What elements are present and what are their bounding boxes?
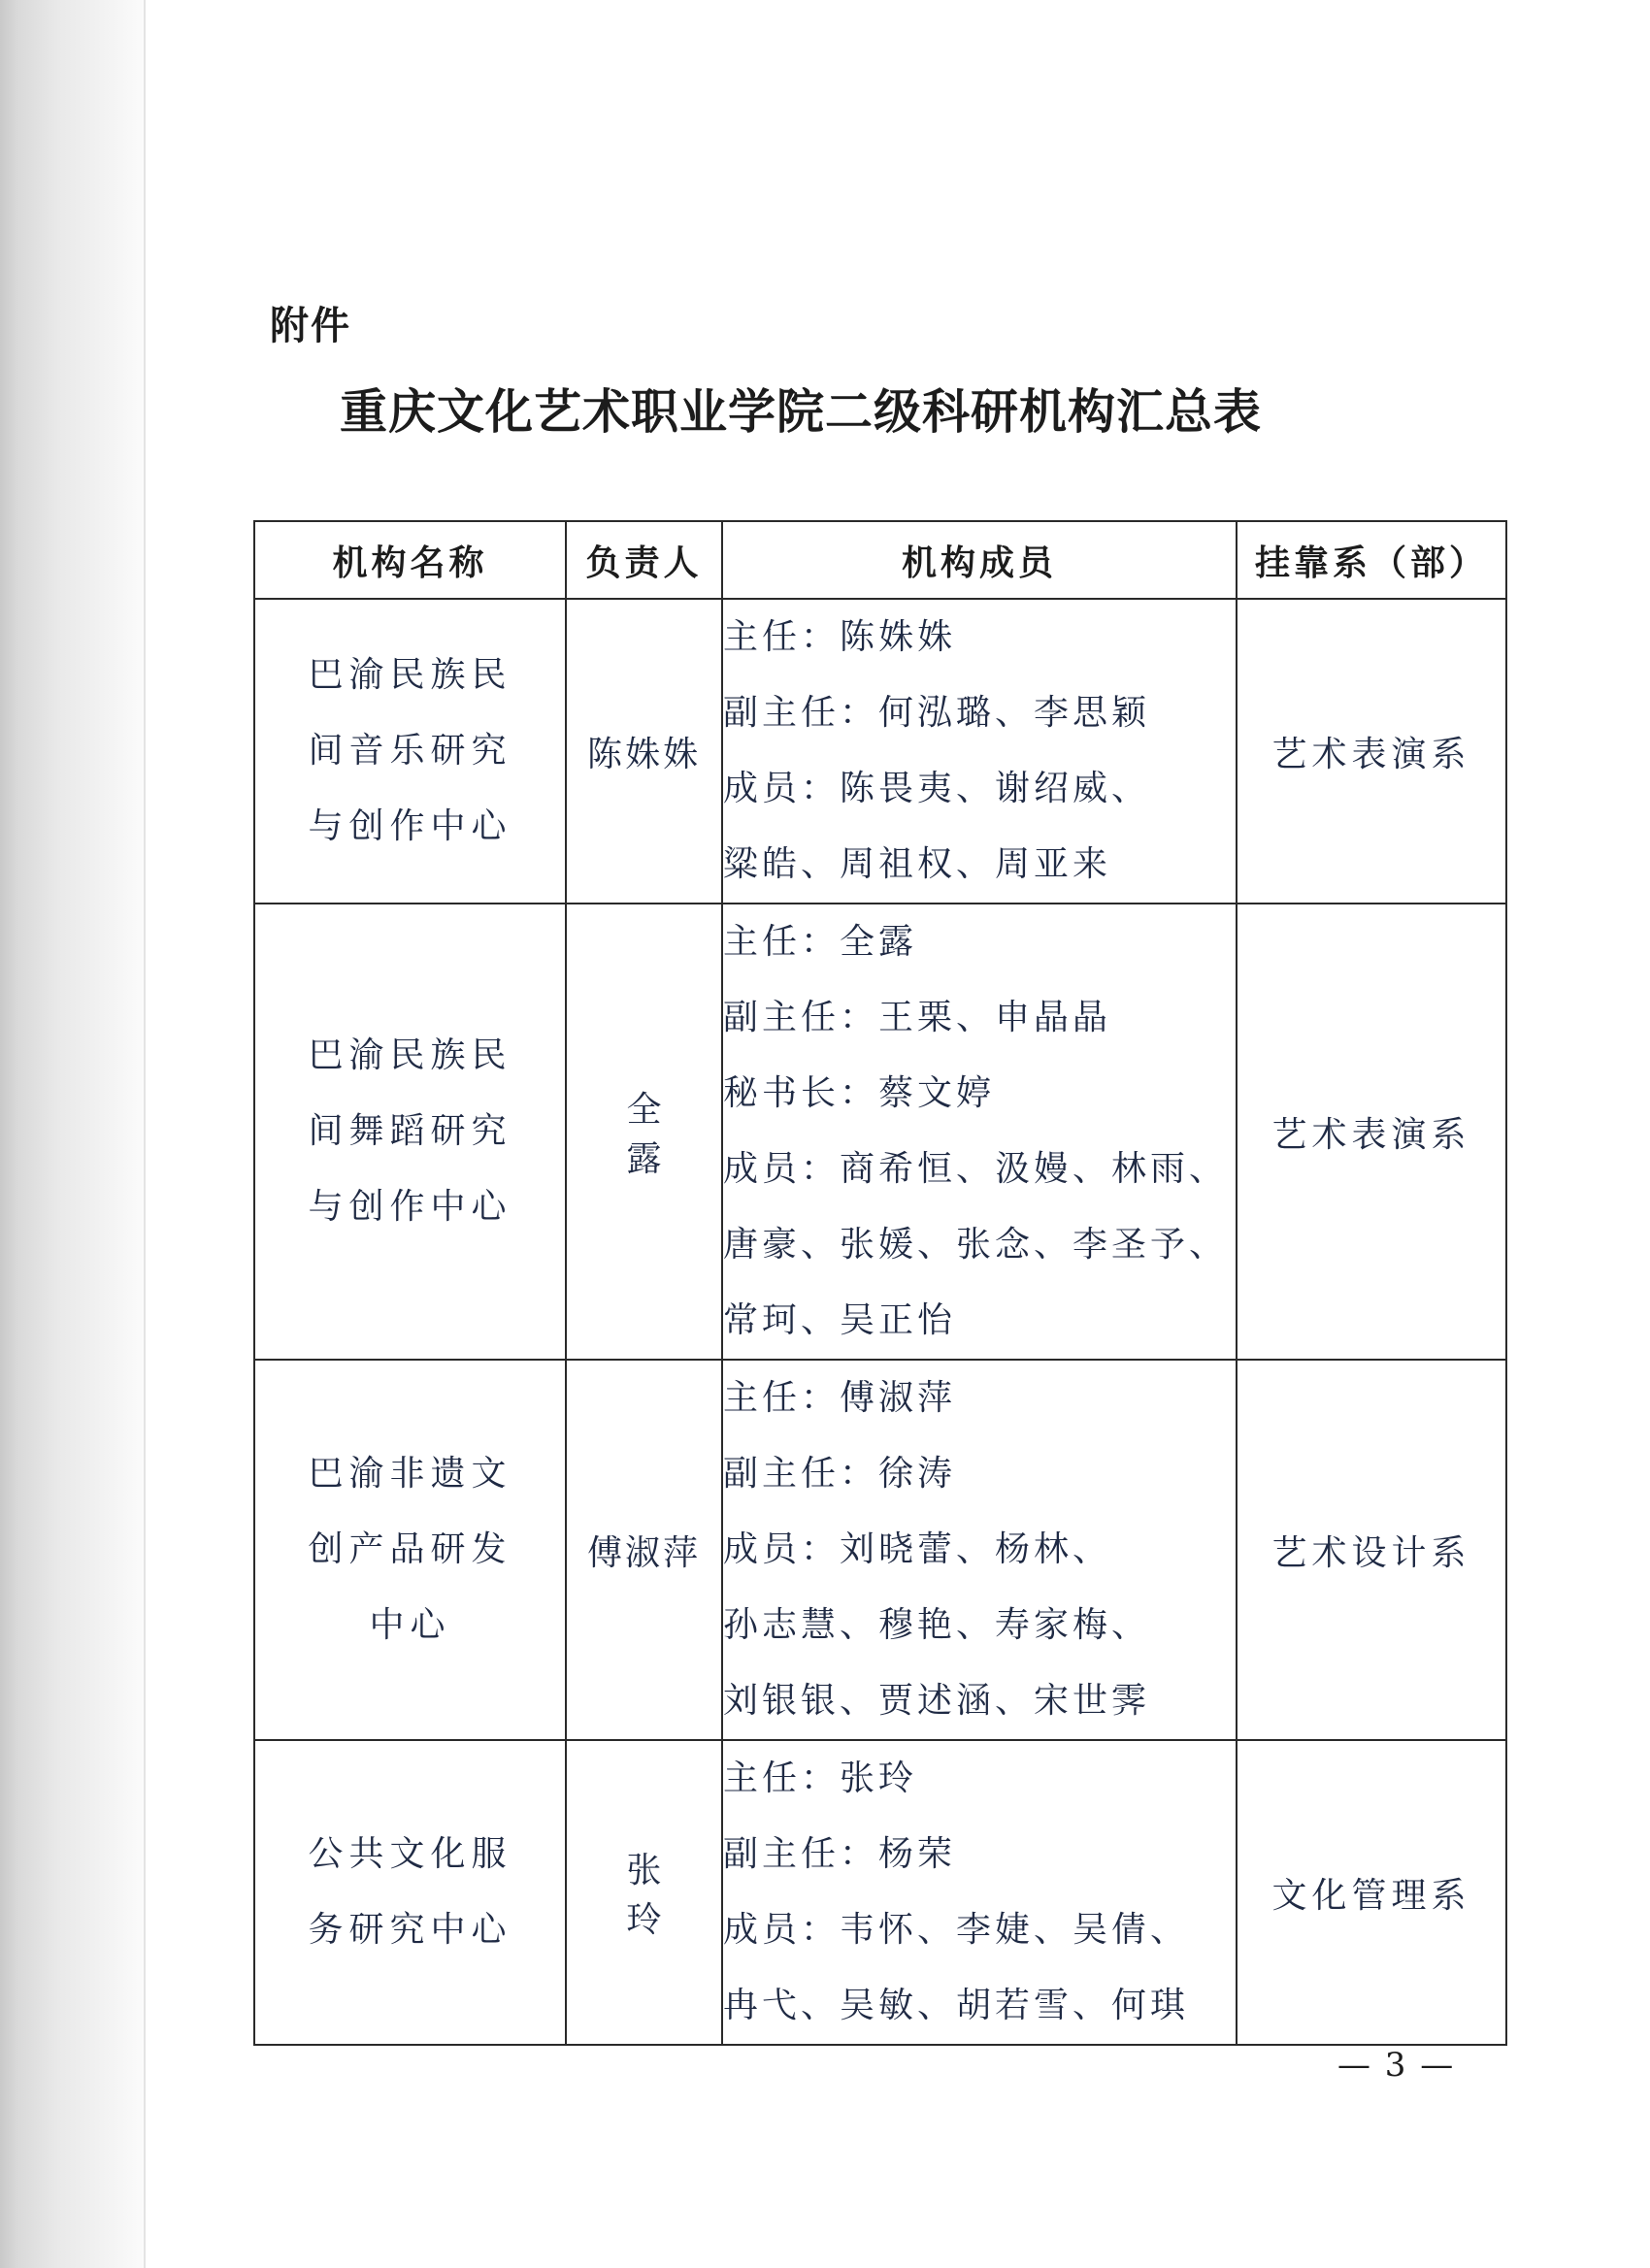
table-header-row — [254, 521, 1506, 599]
member-line: 冉弋、吴敏、胡若雪、何琪 — [723, 1986, 1190, 2025]
institution-name: 巴渝民族民间音乐研究与创作中心 — [308, 655, 512, 846]
column-header-dept: 挂靠系（部） — [1237, 521, 1506, 599]
member-line: 秘书长：蔡文婷 — [723, 1073, 996, 1113]
members-cell — [722, 904, 1237, 1360]
column-header-members: 机构成员 — [722, 521, 1237, 599]
member-line: 孙志慧、穆艳、寿家梅、 — [723, 1605, 1151, 1645]
member-line: 主任：陈姝姝 — [723, 617, 957, 657]
member-line: 刘银银、贾述涵、宋世霁 — [723, 1681, 1151, 1721]
member-line: 副主任：王栗、申晶晶 — [723, 998, 1112, 1037]
lead-name: 傅淑萍 — [586, 1532, 701, 1573]
scan-binding-shadow — [0, 0, 144, 2268]
institution-name-cell — [254, 1740, 566, 2045]
scan-binding-edge — [144, 0, 146, 2268]
member-line: 成员：刘晓蕾、杨林、 — [723, 1529, 1112, 1569]
members-cell — [722, 1360, 1237, 1740]
member-line: 副主任：徐涛 — [723, 1454, 957, 1494]
member-line: 常珂、吴正怡 — [723, 1300, 957, 1340]
dept-name: 艺术设计系 — [1271, 1532, 1471, 1573]
dept-cell — [1237, 1360, 1506, 1740]
institutions-table — [253, 520, 1507, 2046]
dept-cell — [1237, 599, 1506, 904]
institution-name-cell — [254, 1360, 566, 1740]
institution-name-cell — [254, 599, 566, 904]
institution-name: 公共文化服务研究中心 — [308, 1834, 512, 1950]
dept-name: 艺术表演系 — [1271, 1114, 1471, 1155]
dept-cell — [1237, 1740, 1506, 2045]
member-line: 副主任：何泓璐、李思颖 — [723, 693, 1151, 733]
lead-name: 全露 — [626, 1090, 709, 1179]
member-line: 唐豪、张媛、张念、李圣予、 — [723, 1225, 1229, 1265]
page-number: — 3 — — [1337, 2046, 1456, 2085]
lead-cell — [566, 599, 722, 904]
dept-cell — [1237, 904, 1506, 1360]
lead-cell — [566, 904, 722, 1360]
dept-name: 文化管理系 — [1271, 1875, 1471, 1916]
document-title: 重庆文化艺术职业学院二级科研机构汇总表 — [339, 383, 1262, 440]
column-header-name: 机构名称 — [254, 521, 566, 599]
member-line: 主任：张玲 — [723, 1759, 918, 1798]
attachment-label: 附件 — [270, 304, 351, 348]
lead-cell — [566, 1740, 722, 2045]
lead-name: 张玲 — [626, 1851, 709, 1940]
member-line: 主任：傅淑萍 — [723, 1378, 957, 1418]
institution-name-cell — [254, 904, 566, 1360]
table-row — [254, 599, 1506, 904]
members-cell — [722, 1740, 1237, 2045]
table-row — [254, 1740, 1506, 2045]
member-line: 成员：陈畏夷、谢绍威、 — [723, 769, 1151, 808]
institution-name: 巴渝非遗文创产品研发中心 — [308, 1454, 512, 1645]
table-row — [254, 904, 1506, 1360]
lead-name: 陈姝姝 — [586, 734, 701, 774]
table-row — [254, 1360, 1506, 1740]
column-header-lead: 负责人 — [566, 521, 722, 599]
lead-cell — [566, 1360, 722, 1740]
dept-name: 艺术表演系 — [1271, 734, 1471, 774]
institution-name: 巴渝民族民间舞蹈研究与创作中心 — [308, 1035, 512, 1227]
member-line: 粱皓、周祖权、周亚来 — [723, 844, 1112, 884]
members-cell — [722, 599, 1237, 904]
member-line: 主任：全露 — [723, 922, 918, 962]
member-line: 成员：商希恒、汲嫚、林雨、 — [723, 1149, 1229, 1189]
member-line: 副主任：杨荣 — [723, 1834, 957, 1874]
member-line: 成员：韦怀、李婕、吴倩、 — [723, 1910, 1190, 1950]
